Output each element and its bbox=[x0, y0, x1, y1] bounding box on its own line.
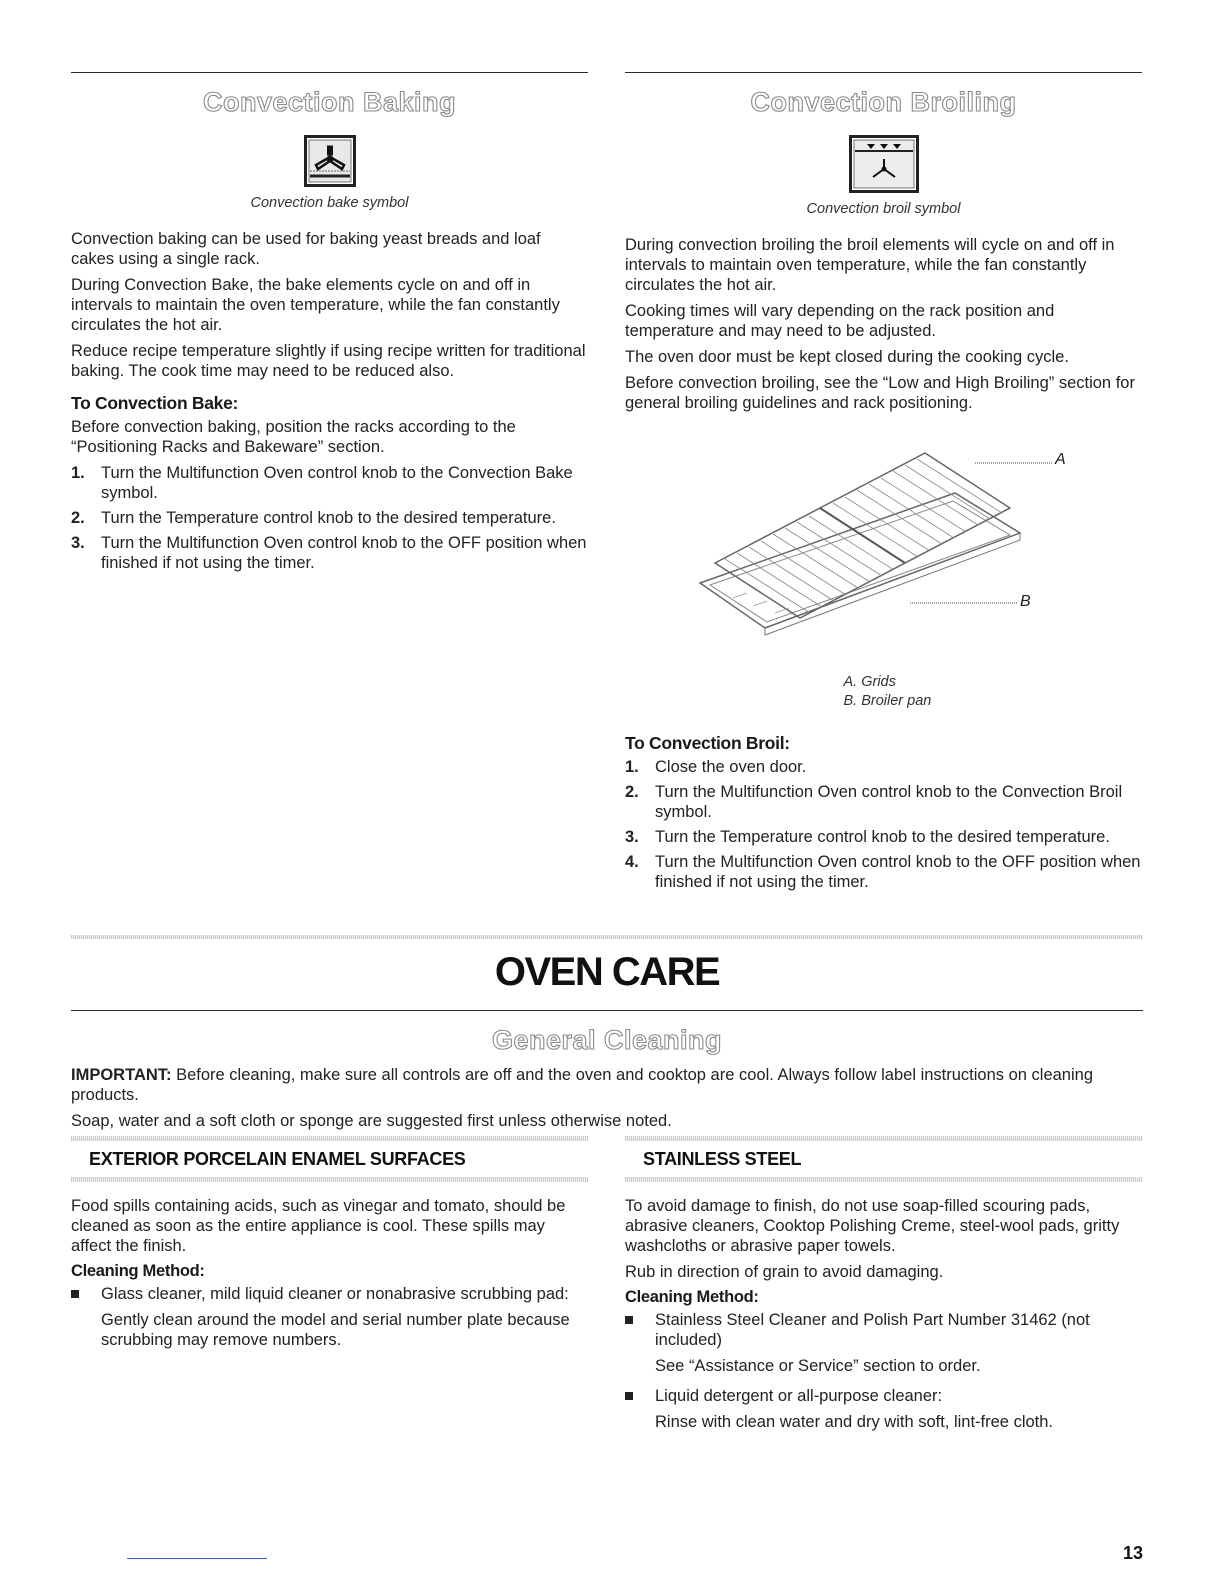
section-rule bbox=[71, 72, 588, 73]
convection-baking-body bbox=[71, 229, 588, 573]
oven-care-section bbox=[71, 1010, 1143, 1431]
step: 3. Turn the Multifunction Oven control knob to the OFF position when finished if not using the timer. bbox=[71, 534, 587, 572]
paragraph: The oven door must be kept closed during the cooking cycle. bbox=[625, 348, 1069, 366]
to-convection-broil-heading: To Convection Broil: bbox=[625, 733, 790, 753]
exterior-cleaning-list bbox=[71, 1284, 588, 1304]
paragraph: See “Assistance or Service” section to order. bbox=[655, 1357, 981, 1375]
exterior-porcelain-title: EXTERIOR PORCELAIN ENAMEL SURFACES bbox=[89, 1149, 466, 1169]
list-item: Stainless Steel Cleaner and Polish Part Number 31462 (not included) bbox=[625, 1310, 1143, 1350]
grids-and-broiler-pan-figure bbox=[625, 423, 1142, 673]
paragraph: Before convection baking, position the racks according to the “Positioning Racks and Bakeware” section. bbox=[71, 418, 516, 456]
paragraph: Rub in direction of grain to avoid damaging. bbox=[625, 1263, 944, 1281]
soap-note: Soap, water and a soft cloth or sponge are suggested first unless otherwise noted. bbox=[71, 1112, 672, 1130]
paragraph: Gently clean around the model and serial number plate because scrubbing may remove numbers. bbox=[101, 1311, 570, 1349]
cleaning-method-heading: Cleaning Method: bbox=[71, 1262, 205, 1280]
list-item: Liquid detergent or all-purpose cleaner: bbox=[625, 1386, 1143, 1406]
footer-line bbox=[127, 1558, 267, 1559]
convection-baking-title: Convection Baking bbox=[202, 87, 457, 117]
stainless-cleaning-list bbox=[625, 1310, 1143, 1350]
convection-bake-symbol-caption: Convection bake symbol bbox=[250, 195, 409, 211]
convection-broiling-title: Convection Broiling bbox=[750, 87, 1017, 117]
paragraph: Cooking times will vary depending on the rack position and temperature and may need to be adjusted. bbox=[625, 302, 1055, 340]
label-a: A bbox=[1055, 451, 1066, 468]
step: 4. Turn the Multifunction Oven control knob to the OFF position when finished if not using the timer. bbox=[625, 853, 1141, 891]
convection-broiling-body bbox=[625, 235, 1142, 413]
section-divider-band bbox=[71, 935, 1143, 939]
step: 2. Turn the Temperature control knob to the desired temperature. bbox=[71, 509, 556, 527]
caption-b: B. Broiler pan bbox=[843, 693, 932, 709]
convection-broil-steps bbox=[625, 757, 1142, 892]
stainless-steel-title: STAINLESS STEEL bbox=[643, 1149, 802, 1169]
section-rule bbox=[71, 1010, 1143, 1011]
paragraph: During convection broiling the broil elements will cycle on and off in intervals to maintain oven temperature, while the fan constantly circulates the hot air. bbox=[625, 236, 1115, 294]
important-note: IMPORTANT: Before cleaning, make sure all controls are off and the oven and cooktop are cool. Always follow label instructions on cleaning products. bbox=[71, 1066, 1094, 1104]
caption-a: A. Grids bbox=[843, 674, 896, 690]
figure-caption bbox=[625, 673, 1142, 711]
paragraph: During Convection Bake, the bake elements cycle on and off in intervals to maintain the oven temperature, while the fan constantly circulates the hot air. bbox=[71, 276, 560, 334]
exterior-porcelain-box bbox=[71, 1136, 588, 1356]
convection-baking-section bbox=[71, 72, 588, 578]
paragraph: Rinse with clean water and dry with soft, lint-free cloth. bbox=[655, 1413, 1054, 1431]
paragraph: Convection baking can be used for baking yeast breads and loaf cakes using a single rack. bbox=[71, 230, 541, 268]
stainless-steel-box bbox=[625, 1136, 1143, 1438]
to-convection-bake-heading: To Convection Bake: bbox=[71, 393, 239, 413]
cleaning-method-heading: Cleaning Method: bbox=[625, 1288, 759, 1306]
step: 3. Turn the Temperature control knob to the desired temperature. bbox=[625, 828, 1110, 846]
convection-bake-steps bbox=[71, 463, 588, 573]
convection-broil-symbol-caption: Convection broil symbol bbox=[806, 201, 961, 217]
label-b: B bbox=[1020, 593, 1031, 610]
step: 1. Close the oven door. bbox=[625, 758, 807, 776]
general-cleaning-title: General Cleaning bbox=[491, 1025, 723, 1055]
list-item: Glass cleaner, mild liquid cleaner or nonabrasive scrubbing pad: bbox=[71, 1284, 588, 1304]
section-rule bbox=[625, 72, 1142, 73]
convection-broil-symbol-icon bbox=[849, 135, 919, 193]
paragraph: Reduce recipe temperature slightly if using recipe written for traditional baking. The cook time may need to be reduced also. bbox=[71, 342, 586, 380]
convection-bake-symbol-icon bbox=[304, 135, 356, 187]
page-number: 13 bbox=[1122, 1543, 1143, 1563]
oven-care-title: OVEN CARE bbox=[494, 950, 720, 994]
convection-broiling-section bbox=[625, 72, 1142, 897]
step: 2. Turn the Multifunction Oven control knob to the Convection Broil symbol. bbox=[625, 783, 1123, 821]
paragraph: Before convection broiling, see the “Low and High Broiling” section for general broiling guidelines and rack positioning. bbox=[625, 374, 1135, 412]
paragraph: Food spills containing acids, such as vinegar and tomato, should be cleaned as soon as the entire appliance is cool. These spills may affect the finish. bbox=[71, 1197, 566, 1255]
step: 1. Turn the Multifunction Oven control knob to the Convection Bake symbol. bbox=[71, 464, 573, 502]
paragraph: To avoid damage to finish, do not use soap-filled scouring pads, abrasive cleaners, Cooktop Polishing Creme, steel-wool pads, gritty washcloths or abrasive paper towels. bbox=[625, 1197, 1120, 1255]
